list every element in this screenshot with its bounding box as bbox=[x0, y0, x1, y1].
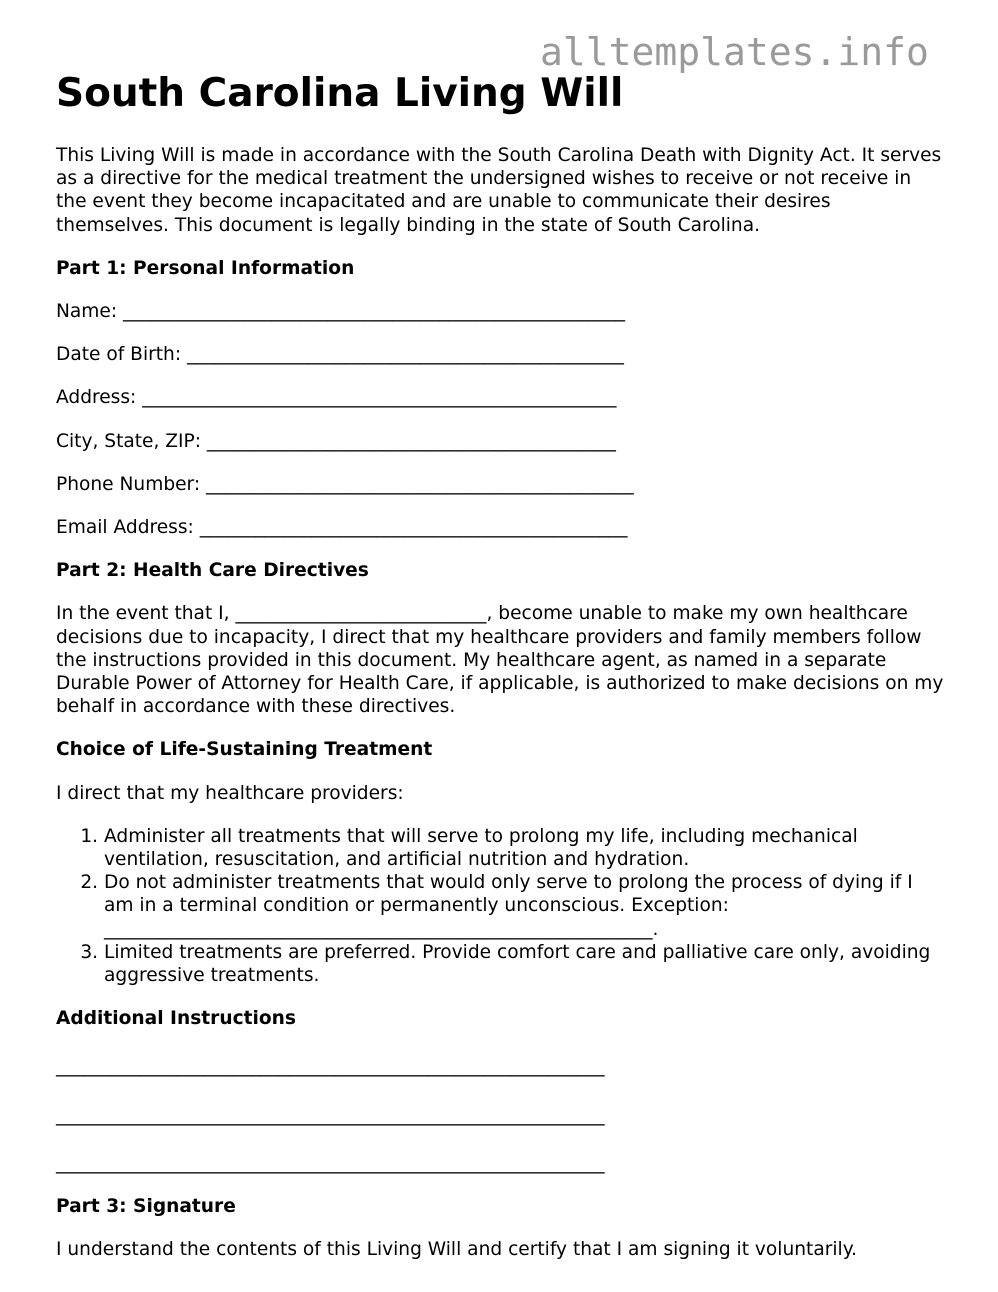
instruction-line[interactable]: ___________________________________________________________ bbox=[56, 1104, 605, 1126]
choice-heading: Choice of Life-Sustaining Treatment bbox=[56, 739, 433, 761]
treatment-option: 2. Do not administer treatments that would only serve to prolong the process of dying if I am in a terminal condition or permanently unconscious. Exception: ___________________________________________________________. bbox=[104, 871, 946, 941]
signature-statement: I understand the contents of this Living Will and certify that I am signing it voluntarily. bbox=[56, 1239, 857, 1261]
treatment-option: 1. Administer all treatments that will serve to prolong my life, including mechanical ventilation, resuscitation, and artificial nutrition and hydration. bbox=[104, 825, 946, 871]
part2-heading: Part 2: Health Care Directives bbox=[56, 560, 369, 582]
city-state-zip-field[interactable]: City, State, ZIP: ____________________________________________ bbox=[56, 430, 616, 452]
email-address-field[interactable]: Email Address: ______________________________________________ bbox=[56, 517, 628, 539]
part1-heading: Part 1: Personal Information bbox=[56, 257, 355, 279]
page-title: South Carolina Living Will bbox=[56, 71, 624, 116]
watermark: alltemplates.info bbox=[540, 30, 929, 74]
part3-heading: Part 3: Signature bbox=[56, 1196, 236, 1218]
additional-heading: Additional Instructions bbox=[56, 1008, 296, 1030]
treatment-options-list bbox=[56, 825, 946, 987]
phone-number-field[interactable]: Phone Number: ______________________________________________ bbox=[56, 473, 634, 495]
treatment-option: 3. Limited treatments are preferred. Provide comfort care and palliative care only, avoiding aggressive treatments. bbox=[104, 941, 946, 987]
instruction-line[interactable]: ___________________________________________________________ bbox=[56, 1056, 605, 1078]
part2-paragraph: In the event that I, ___________________________, become unable to make my own healthcare decisions due to incapacity, I direct that my healthcare providers and family members follow the instructions provided in this document. My healthcare agent, as named in a separate Durable Power of Attorney for Health Care, if applicable, is authorized to make decisions on my behalf in accordance with these directives. bbox=[56, 603, 944, 718]
name-field[interactable]: Name: ______________________________________________________ bbox=[56, 301, 626, 323]
instruction-line[interactable]: ___________________________________________________________ bbox=[56, 1152, 605, 1174]
intro-paragraph: This Living Will is made in accordance with the South Carolina Death with Dignity Act. It serves as a directive for the medical treatment the undersigned wishes to receive or not receive in the event they become incapacitated and are unable to communicate their desires themselves. This document is legally binding in the state of South Carolina. bbox=[56, 145, 942, 236]
choice-lead: I direct that my healthcare providers: bbox=[56, 782, 404, 804]
date-of-birth-field[interactable]: Date of Birth: _______________________________________________ bbox=[56, 344, 624, 366]
document-page bbox=[56, 70, 946, 1262]
address-field[interactable]: Address: ___________________________________________________ bbox=[56, 387, 617, 409]
